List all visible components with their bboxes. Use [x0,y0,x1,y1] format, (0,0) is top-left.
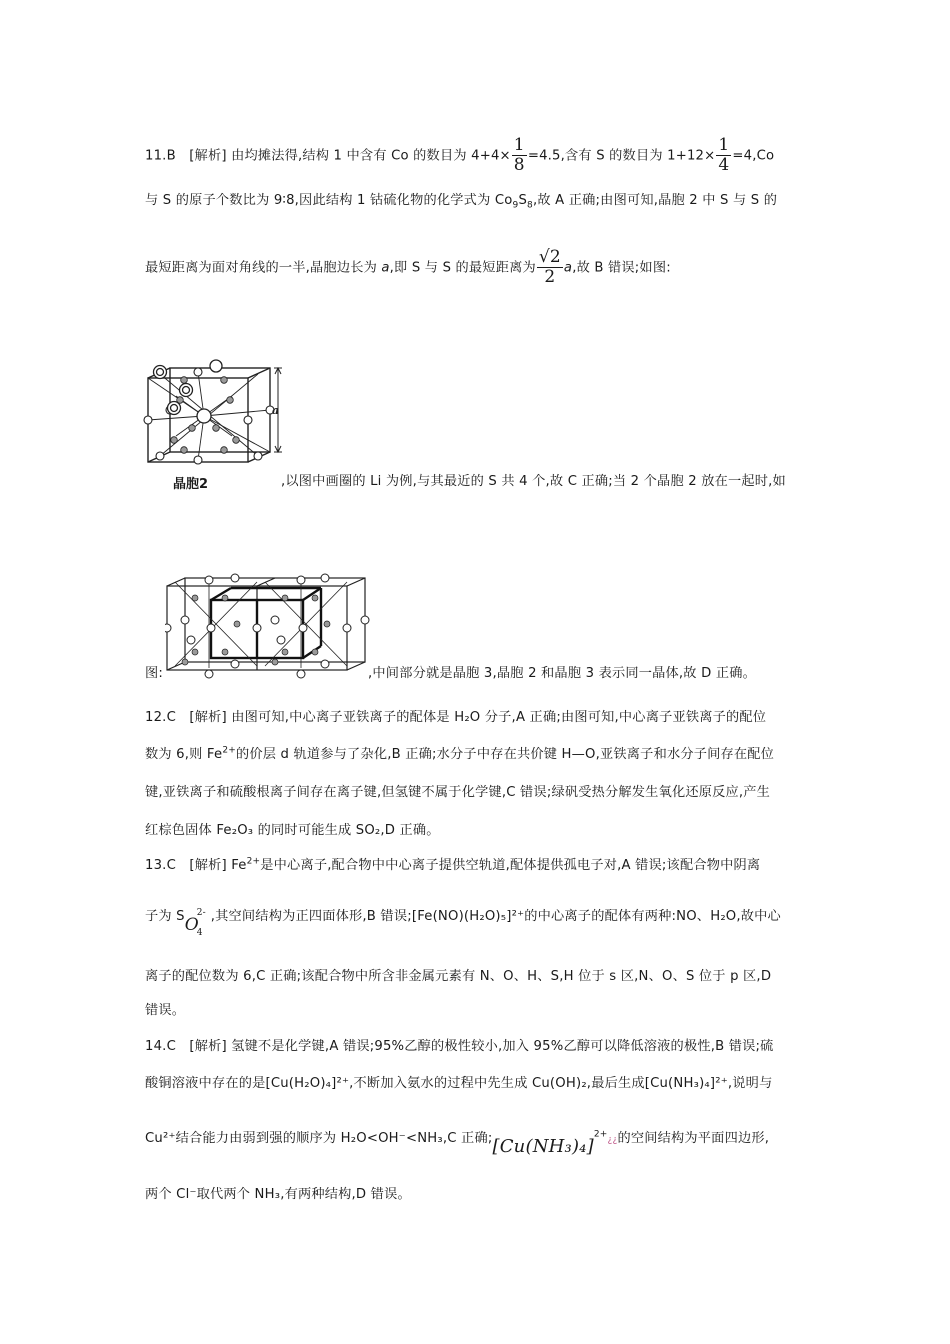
unit-cell-2-label: 晶胞2 [173,477,209,492]
copper-ammine-complex: [Cu(NH₃)₄] [492,1136,594,1157]
q12-line-1: 12.C [解析] 由图可知,中心离子亚铁离子的配体是 H₂O 分子,A 正确;由图可知,中心离子亚铁离子的配位 [145,710,767,725]
fraction-one-eighth: $\frac{1}{8}$ [513,135,525,175]
q13-line-3: 离子的配位数为 6,C 正确;该配合物中所含非金属元素有 N、O、H、S,H 位于 s 区,N、O、S 位于 p 区,D [145,969,772,984]
q14-line-4: 两个 Cl⁻取代两个 NH₃,有两种结构,D 错误。 [145,1187,411,1202]
q11-line-3: 最短距离为面对角线的一半,晶胞边长为 a,即 S 与 S 的最短距离为 $\frac{√2}{2}$ a,故 B 错误;如图: [145,247,671,287]
q14-line-1: 14.C [解析] 氢键不是化学键,A 错误;95%乙醇的极性较小,加入 95%乙醇可以降低溶液的极性,B 错误;硫 [145,1039,774,1054]
fraction-one-quarter: $\frac{1}{4}$ [718,135,730,175]
q14-line-3: Cu²⁺结合能力由弱到强的顺序为 H₂O<OH⁻<NH₃,C 正确$;[Cu(NH_3)_4]^{2+}¿¿$的空间结构为平面四边形, [145,1129,770,1157]
unit-cell-2-figure [140,356,290,476]
sulfate-o4-term: O 2- 4 [184,908,206,938]
q14-line-2: 酸铜溶液中存在的是[Cu(H₂O)₄]²⁺,不断加入氨水的过程中先生成 Cu(OH)₂,最后生成[Cu(NH₃)₄]²⁺,说明与 [145,1076,773,1091]
q11-line-4: ,以图中画圈的 Li 为例,与其最近的 S 共 4 个,故 C 正确;当 2 个晶胞 2 放在一起时,如 [281,474,786,489]
fraction-sqrt2-over-2: $\frac{√2}{2}$ [538,247,561,287]
q11-line-1: 11.B [解析] 由均摊法得,结构 1 中含有 Co 的数目为 4+4× $\frac{1}{8}$ =4.5,含有 S 的数目为 1+12× $\frac{1}{4}$ =4,Co [145,135,775,175]
dimension-a-label: a [272,404,280,417]
q12-line-3: 键,亚铁离子和硫酸根离子间存在离子键,但氢键不属于化学键,C 错误;绿矾受热分解发生氧化还原反应,产生 [145,785,771,800]
q13-line-1: 13.C [解析] $Fe^{2+}$是中心离子,配合物中中心离子提供空轨道,配体提供孤电子对,A 错误;该配合物中阴离 [145,856,761,873]
q13-line-2: 子为 SO 2- 4 ,其空间结构为正四面体形,B 错误;[Fe(NO)(H₂O)₅]²⁺的中心离子的配体有两种:NO、H₂O,故中心 [145,905,807,927]
q12-line-4: 红棕色固体 Fe₂O₃ 的同时可能生成 SO₂,D 正确。 [145,823,440,838]
q13-line-4: 错误。 [145,1003,186,1018]
q11-line-5: 图: ,中间部分就是晶胞 3,晶胞 2 和晶胞 3 表示同一晶体,故 D 正确。 [145,666,756,681]
q11-line-2: 与 S 的原子个数比为 9∶8,因此结构 1 钴硫化物的化学式为 $Co_9S_8$,故 A 正确;由图可知,晶胞 2 中 S 与 S 的 [145,193,778,211]
q12-line-2: 数为 6,则 $Fe^{2+}$的价层 d 轨道参与了杂化,B 正确;水分子中存在共价键 H—O,亚铁离子和水分子间存在配位 [145,745,775,762]
